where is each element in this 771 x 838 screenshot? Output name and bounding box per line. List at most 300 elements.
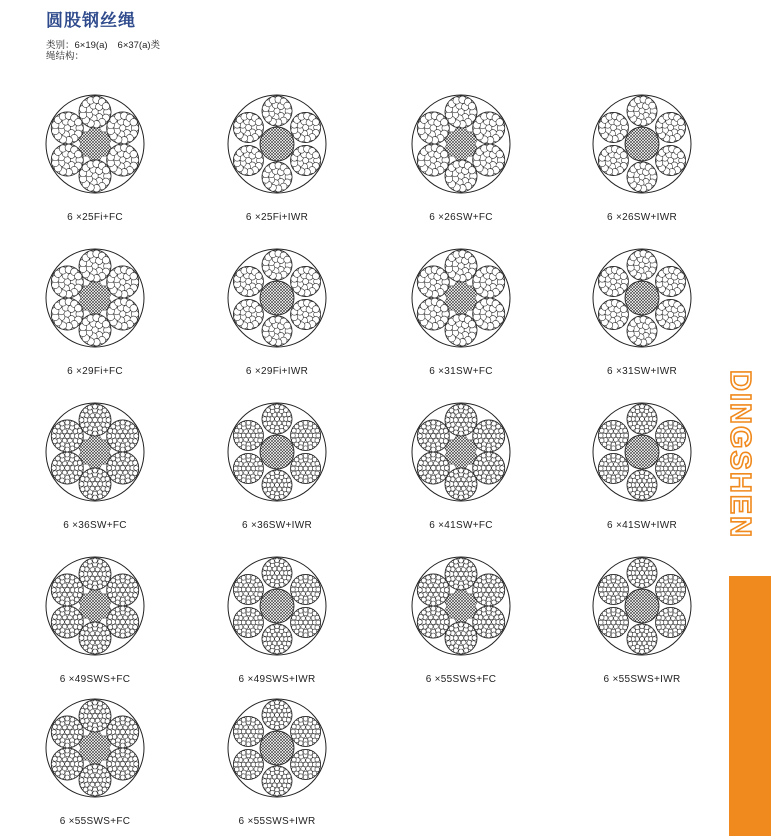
wire [421,629,426,634]
wire [77,614,82,619]
rope-diagram [30,556,160,696]
wire [308,609,313,614]
wire [275,583,280,588]
wire [623,592,628,597]
wire [663,599,668,604]
wire [74,578,79,583]
wire [453,405,458,410]
wire [491,632,496,637]
wire [418,625,423,630]
wire [657,592,662,597]
wire [308,741,313,746]
wire [107,620,112,625]
wire [292,592,297,597]
wire [125,421,130,426]
wire [93,404,98,409]
wire [77,582,82,587]
wire [426,600,431,605]
wire [74,752,79,757]
wire [74,610,79,615]
wire [263,422,268,427]
rope-label: 6 ×55SWS+FC [425,674,497,685]
wire [640,404,645,409]
wire [446,412,451,417]
wire [468,257,475,264]
wire [312,442,317,447]
wire [600,592,605,597]
wire [255,596,260,601]
iwr-core [260,731,294,765]
wire [303,479,308,484]
wire [298,576,303,581]
wire [284,788,289,793]
wire [645,625,650,630]
wire [106,636,111,641]
wire [235,757,240,762]
wire [133,460,138,465]
wire [312,457,317,462]
wire [611,433,616,438]
wire [263,708,268,713]
wire [606,632,611,637]
wire [255,273,262,280]
iwr-core [260,435,294,469]
wire [78,466,83,471]
wire [652,417,657,422]
wire [663,422,668,427]
wire [246,750,251,755]
wire [496,443,501,448]
wire [98,726,103,731]
wire [680,471,685,476]
wire [275,404,280,409]
wire [237,424,242,429]
wire [606,609,611,614]
wire [481,478,486,483]
wire [616,455,621,460]
wire [275,637,280,642]
wire [52,460,57,465]
wire [74,720,79,725]
wire [130,578,135,583]
wire [130,475,135,480]
wire [298,774,303,779]
category-value-1: 6×19(a) [74,40,108,51]
rope-cross-section [45,402,145,502]
wire [107,466,112,471]
wire [115,575,120,580]
wire [436,607,441,612]
wire [663,445,668,450]
wire [270,405,275,410]
wire [294,771,299,776]
wire [287,483,292,488]
wire [308,422,313,427]
wire [443,471,448,476]
rope-diagram [396,248,526,388]
wire [486,433,491,438]
wire [436,421,441,426]
wire [449,626,454,631]
wire [246,775,251,780]
wire [635,648,640,653]
wire [431,587,436,592]
wire [111,752,116,757]
wire [628,478,633,483]
wire [443,614,448,619]
wire [83,472,88,477]
wire [280,625,285,630]
wire [303,633,308,638]
wire [120,775,125,780]
wire [70,421,75,426]
wire [65,447,70,452]
wire [55,771,60,776]
wire [258,615,263,620]
wire [65,775,70,780]
wire [668,633,673,638]
wire [120,433,125,438]
wire [70,742,75,747]
wire [266,770,271,775]
wire [673,455,678,460]
wire [445,572,450,577]
wire [287,417,292,422]
wire [623,461,628,466]
wire [133,593,138,598]
wire [77,460,82,465]
wire [680,592,685,597]
wire [611,421,616,426]
wire [631,562,636,567]
wire [500,620,505,625]
wire [620,273,627,280]
rope-cross-section [45,556,145,656]
brand-vertical-logo [723,366,763,576]
wire [246,717,251,722]
wire [102,427,107,432]
wire [55,443,60,448]
wire [649,426,654,431]
wire [251,455,256,460]
wire [52,735,57,740]
wire [130,119,137,126]
wire [312,738,317,743]
wire [251,751,256,756]
wire [481,575,486,580]
rope-diagram [396,94,526,234]
wire [292,471,297,476]
wire [315,757,320,762]
wire [291,587,296,592]
rope-diagram [212,698,342,838]
wire [130,771,135,776]
wire [270,582,275,587]
wire [133,767,138,772]
wire [251,445,256,450]
wire [102,581,107,586]
wire [102,167,109,174]
wire [635,559,640,564]
wire [130,443,135,448]
wire [496,273,503,280]
wire [284,704,289,709]
wire [98,494,103,499]
wire [255,771,260,776]
wire [298,718,303,723]
wire [52,471,57,476]
wire [599,587,604,592]
wire [440,629,445,634]
wire [74,456,79,461]
wire [133,724,138,729]
rope-label: 6 ×36SW+FC [63,520,127,531]
wire [477,443,482,448]
wire [102,408,107,413]
wire [284,168,291,175]
wire [449,408,454,413]
wire [130,273,137,280]
wire [418,582,423,587]
wire [611,608,616,613]
wire [673,599,678,604]
wire [106,482,111,487]
wire [287,571,292,576]
wire [640,637,645,642]
wire [275,791,280,796]
wire [52,614,57,619]
wire [60,742,65,747]
wire [237,771,242,776]
wire [108,439,113,444]
wire [55,424,60,429]
wire [83,704,88,709]
wire [464,623,469,628]
wire [108,582,113,587]
wire [315,724,320,729]
wire [286,422,291,427]
wire [620,629,625,634]
wire [292,428,297,433]
wire [79,418,84,423]
wire [83,723,88,728]
wire [75,151,82,158]
wire [426,575,431,580]
wire [308,774,313,779]
wire [87,469,92,474]
wire [443,460,448,465]
wire [620,306,627,313]
wire [237,753,242,758]
wire [496,475,501,480]
wire [421,424,426,429]
wire [74,443,79,448]
wire [258,582,263,587]
wire [431,606,436,611]
wire [262,571,267,576]
wire [449,472,454,477]
wire [246,421,251,426]
wire [87,790,92,795]
wire [627,417,632,422]
wire [284,492,289,497]
rope-diagram [30,248,160,388]
wire [125,600,130,605]
wire [105,641,110,646]
wire [294,629,299,634]
wire [606,478,611,483]
wire [659,442,664,447]
wire [649,562,654,567]
wire [60,421,65,426]
wire [98,469,103,474]
wire [491,607,496,612]
wire [624,620,629,625]
wire [499,460,504,465]
wire [246,608,251,613]
wire [491,421,496,426]
wire [449,645,454,650]
rope-label: 6 ×26SW+FC [429,212,493,223]
wire [74,424,79,429]
wire [677,629,682,634]
wire [246,762,251,767]
wire [111,610,116,615]
wire [92,481,97,486]
rope-diagram [30,94,160,234]
rope-cross-section [45,94,145,194]
wire [270,494,275,499]
wire [656,433,661,438]
wire [120,420,125,425]
wire [446,641,451,646]
wire [602,629,607,634]
wire [418,614,423,619]
wire [659,457,664,462]
wire [266,628,271,633]
wire [79,482,84,487]
wire [65,761,70,766]
wire [79,572,84,577]
wire [635,471,640,476]
rope-diagram [212,248,342,388]
wire [631,646,636,651]
wire [78,434,83,439]
wire [677,152,684,159]
wire [60,749,65,754]
wire [284,256,291,263]
wire [312,596,317,601]
wire [499,582,504,587]
wire [255,475,260,480]
wire [93,468,98,473]
wire [620,475,625,480]
wire [600,615,605,620]
wire [640,649,645,654]
wire [471,487,476,492]
wire [659,629,664,634]
wire [453,559,458,564]
wire [496,597,501,602]
wire [70,632,75,637]
wire [51,620,56,625]
wire [303,608,308,613]
wire [262,713,267,718]
wire [440,610,445,615]
wire [426,421,431,426]
wire [263,774,268,779]
wire [87,430,92,435]
wire [315,625,320,630]
wire [120,633,125,638]
wire [237,720,242,725]
wire [431,420,436,425]
wire [446,566,451,571]
wire [292,767,297,772]
wire [417,434,422,439]
wire [663,478,668,483]
wire [292,724,297,729]
wire [108,735,113,740]
wire [499,471,504,476]
wire [681,587,686,592]
wire [449,491,454,496]
wire [266,646,271,651]
wire [65,729,70,734]
wire [496,151,503,158]
rope-label: 6 ×29Fi+FC [67,366,123,377]
rope-label: 6 ×26SW+IWR [607,212,677,223]
wire [263,478,268,483]
wire [303,750,308,755]
rope-cross-section [45,698,145,798]
wire [656,587,661,592]
wire [459,585,464,590]
wire [234,620,239,625]
wire [287,713,292,718]
wire [315,438,320,443]
wire [444,588,449,593]
wire [280,582,285,587]
wire [120,587,125,592]
wire [284,628,289,633]
wire [471,630,476,635]
wire [270,701,275,706]
wire [600,438,605,443]
wire [77,724,82,729]
wire [417,620,422,625]
wire [635,582,640,587]
wire [246,633,251,638]
wire [431,479,436,484]
rope-cross-section [227,698,327,798]
rope-diagram [577,94,707,234]
wire [246,742,251,747]
brand-accent-bar [729,576,771,836]
wire [474,582,479,587]
wire [464,494,469,499]
wire [120,606,125,611]
rope-label: 6 ×25Fi+FC [67,212,123,223]
wire [251,718,256,723]
wire [108,593,113,598]
wire [649,408,654,413]
wire [308,599,313,604]
rope-label: 6 ×25Fi+IWR [245,212,309,223]
wire [65,452,70,457]
wire [668,479,673,484]
wire [663,576,668,581]
